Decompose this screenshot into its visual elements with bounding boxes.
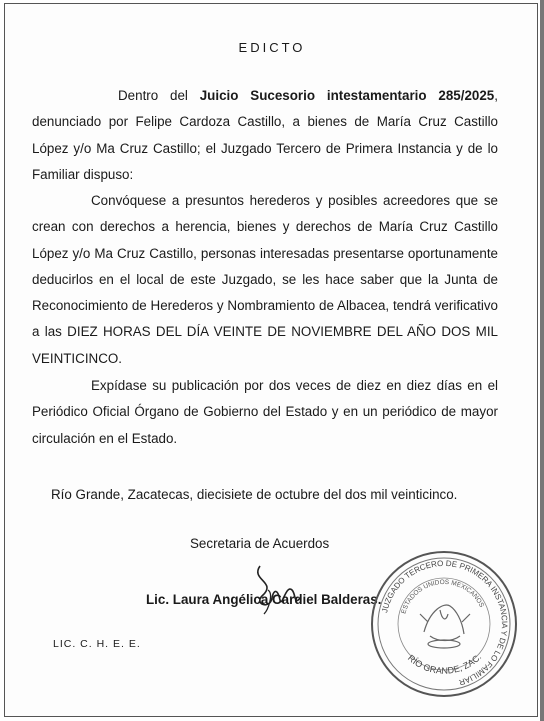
intro-lead: Dentro del <box>118 88 200 103</box>
case-name: Juicio Sucesorio intestamentario 285/2025 <box>199 88 495 103</box>
eagle-emblem-icon <box>420 605 470 648</box>
seal-outer-text: JUZGADO TERCERO DE PRIMERA INSTANCIA Y DE LO FAMILIAR <box>380 558 510 687</box>
court-seal <box>370 550 518 698</box>
svg-text:ESTADOS UNIDOS MEXICANOS <box>400 579 485 615</box>
place-date: Río Grande, Zacatecas, diecisiete de octubre del dos mil veinticinco. <box>51 487 458 502</box>
seal-bottom-text: RÍO GRANDE, ZAC. <box>405 651 484 676</box>
document-title: EDICTO <box>238 40 306 55</box>
handwritten-signature <box>248 560 318 616</box>
paragraph-intro <box>32 83 498 188</box>
page-edge <box>540 0 544 721</box>
svg-text:RÍO GRANDE, ZAC. <box>406 652 483 676</box>
signer-name: Lic. Laura Angélica Cardiel Balderas. <box>146 592 382 607</box>
signer-role: Secretaria de Acuerdos <box>190 536 330 551</box>
intro-rest: , denunciado por Felipe Cardoza Castillo, a bienes de María Cruz Castillo López y/o Ma Cruz Castillo; el Juzgado Tercero de Primera Instancia y de lo Familiar dispuso: <box>32 88 498 182</box>
paragraph-summons: Convóquese a presuntos herederos y posibles acreedores que se crean con derechos a herencia, bienes y derechos de María Cruz Castillo López y/o Ma Cruz Castillo, personas interesadas presentarse oportunamente deducirlos en el local de este Juzgado, se les hace saber que la Junta de Reconocimiento de Herederos y Nombramiento de Albacea, tendrá verificativo a las DIEZ HORAS DEL DÍA VEINTE DE NOVIEMBRE DEL AÑO DOS MIL VEINTICINCO. <box>32 193 498 366</box>
paragraph-publication: Expídase su publicación por dos veces de diez en diez días en el Periódico Oficial Órgano de Gobierno del Estado y en un periódico de mayor circulación en el Estado. <box>32 378 498 446</box>
seal-inner-text: ESTADOS UNIDOS MEXICANOS <box>400 578 486 615</box>
initials: LIC. C. H. E. E. <box>53 638 141 650</box>
